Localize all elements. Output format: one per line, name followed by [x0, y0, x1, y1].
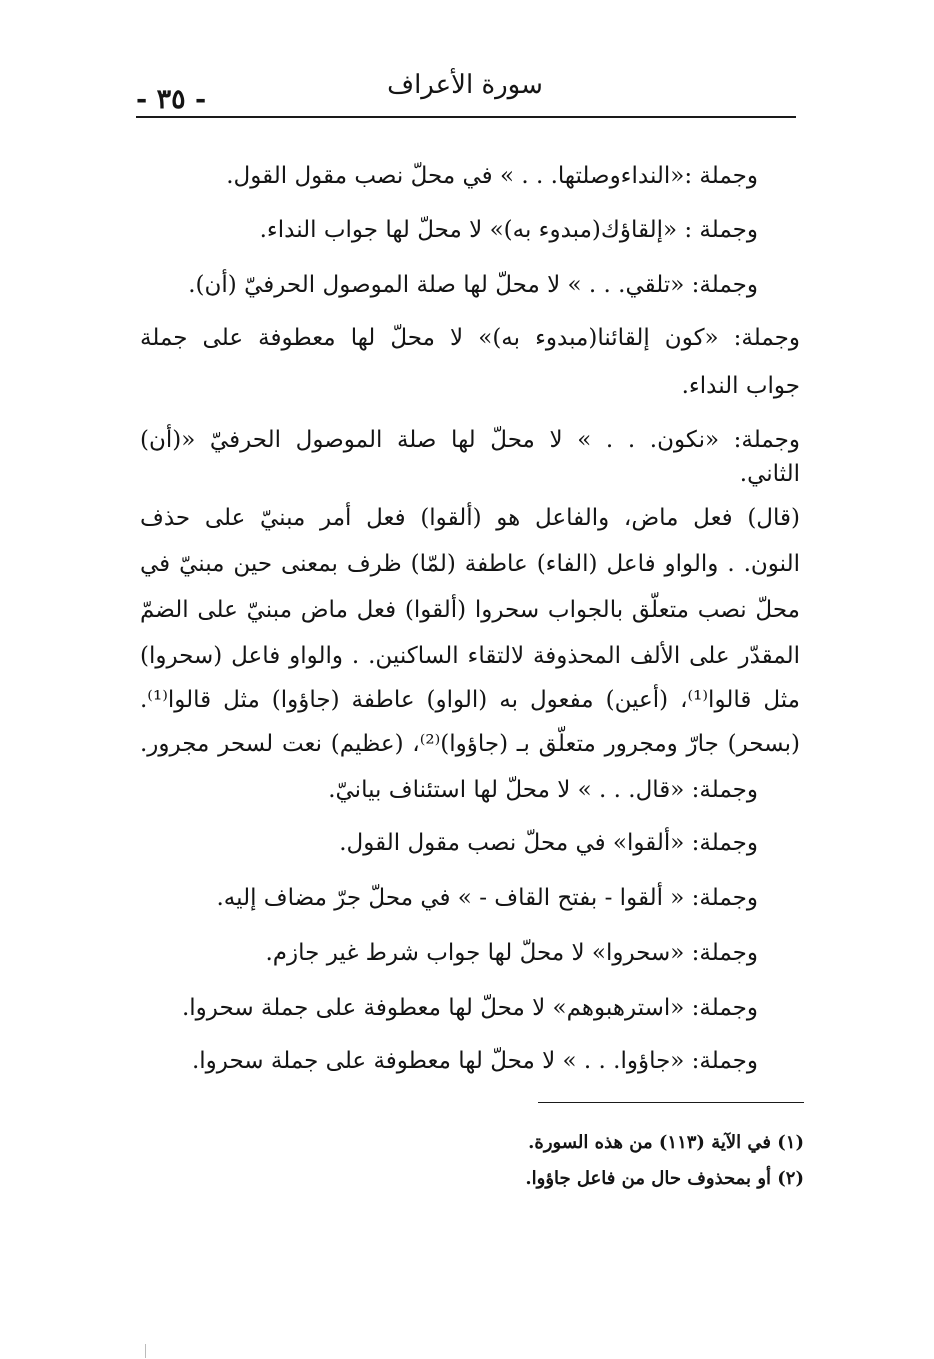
- text-line: وجملة: «كون إلقائنا(مبدوء به)» لا محلّ لها معطوفة على جملة: [140, 325, 800, 351]
- text-line: وجملة: «سحروا» لا محلّ لها جواب شرط غير جازم.: [265, 940, 758, 966]
- text-line: وجملة : «إلقاؤك(مبدوء به)» لا محلّ لها جواب النداء.: [259, 217, 758, 243]
- margin-tick: [145, 1344, 146, 1358]
- footnote-rule: [538, 1102, 804, 1103]
- text-line: وجملة: «استرهبوهم» لا محلّ لها معطوفة على جملة سحروا.: [181, 995, 758, 1021]
- text-line: وجملة :«النداءوصلتها. . . » في محلّ نصب مقول القول.: [226, 163, 758, 189]
- text-line: وجملة: «ألقوا» في محلّ نصب مقول القول.: [339, 830, 758, 856]
- text-line: النون. . والواو فاعل (الفاء) عاطفة (لمّا) ظرف بمعنى حين مبنيّ في: [140, 551, 800, 577]
- text-line: المقدّر على الألف المحذوفة لالتقاء الساكنين. . والواو فاعل (سحروا): [140, 643, 800, 669]
- text-line: محلّ نصب متعلّق بالجواب سحروا (ألقوا) فعل ماض مبنيّ على الضمّ: [140, 597, 800, 623]
- text-line: (قال) فعل ماض، والفاعل هو (ألقوا) فعل أمر مبنيّ على حذف: [140, 505, 800, 531]
- page-number: - ٣٥ -: [136, 84, 207, 115]
- surah-title: سورة الأعراف: [387, 70, 543, 100]
- text-line: وجملة: «قال. . . » لا محلّ لها استئناف بيانيّ.: [328, 777, 758, 803]
- footnote: (١) في الآية (١١٣) من هذه السورة.: [528, 1132, 804, 1153]
- text-line: مثل قالوا⁽¹⁾، (أعين) مفعول به (الواو) عاطفة (جاؤوا) مثل قالوا⁽¹⁾.: [140, 687, 801, 713]
- text-line: جواب النداء.: [681, 373, 800, 399]
- header-rule: [136, 116, 796, 118]
- text-line: وجملة: «تلقي. . . » لا محلّ لها صلة الموصول الحرفيّ (أن).: [188, 272, 758, 298]
- footnote: (٢) أو بمحذوف حال من فاعل جاؤوا.: [525, 1168, 804, 1189]
- text-line: وجملة: «نكون. . . » لا محلّ لها صلة الموصول الحرفيّ «(أن): [140, 427, 800, 453]
- text-line: وجملة: «جاؤوا. . . » لا محلّ لها معطوفة على جملة سحروا.: [191, 1048, 758, 1074]
- text-line: الثاني.: [739, 461, 800, 487]
- text-line: وجملة: « ألقوا - بفتح القاف - » في محلّ جرّ مضاف إليه.: [216, 885, 758, 911]
- text-line: (بسحر) جارّ ومجرور متعلّق بـ (جاؤوا)⁽²⁾، (عظيم) نعت لسحر مجرور.: [140, 731, 800, 757]
